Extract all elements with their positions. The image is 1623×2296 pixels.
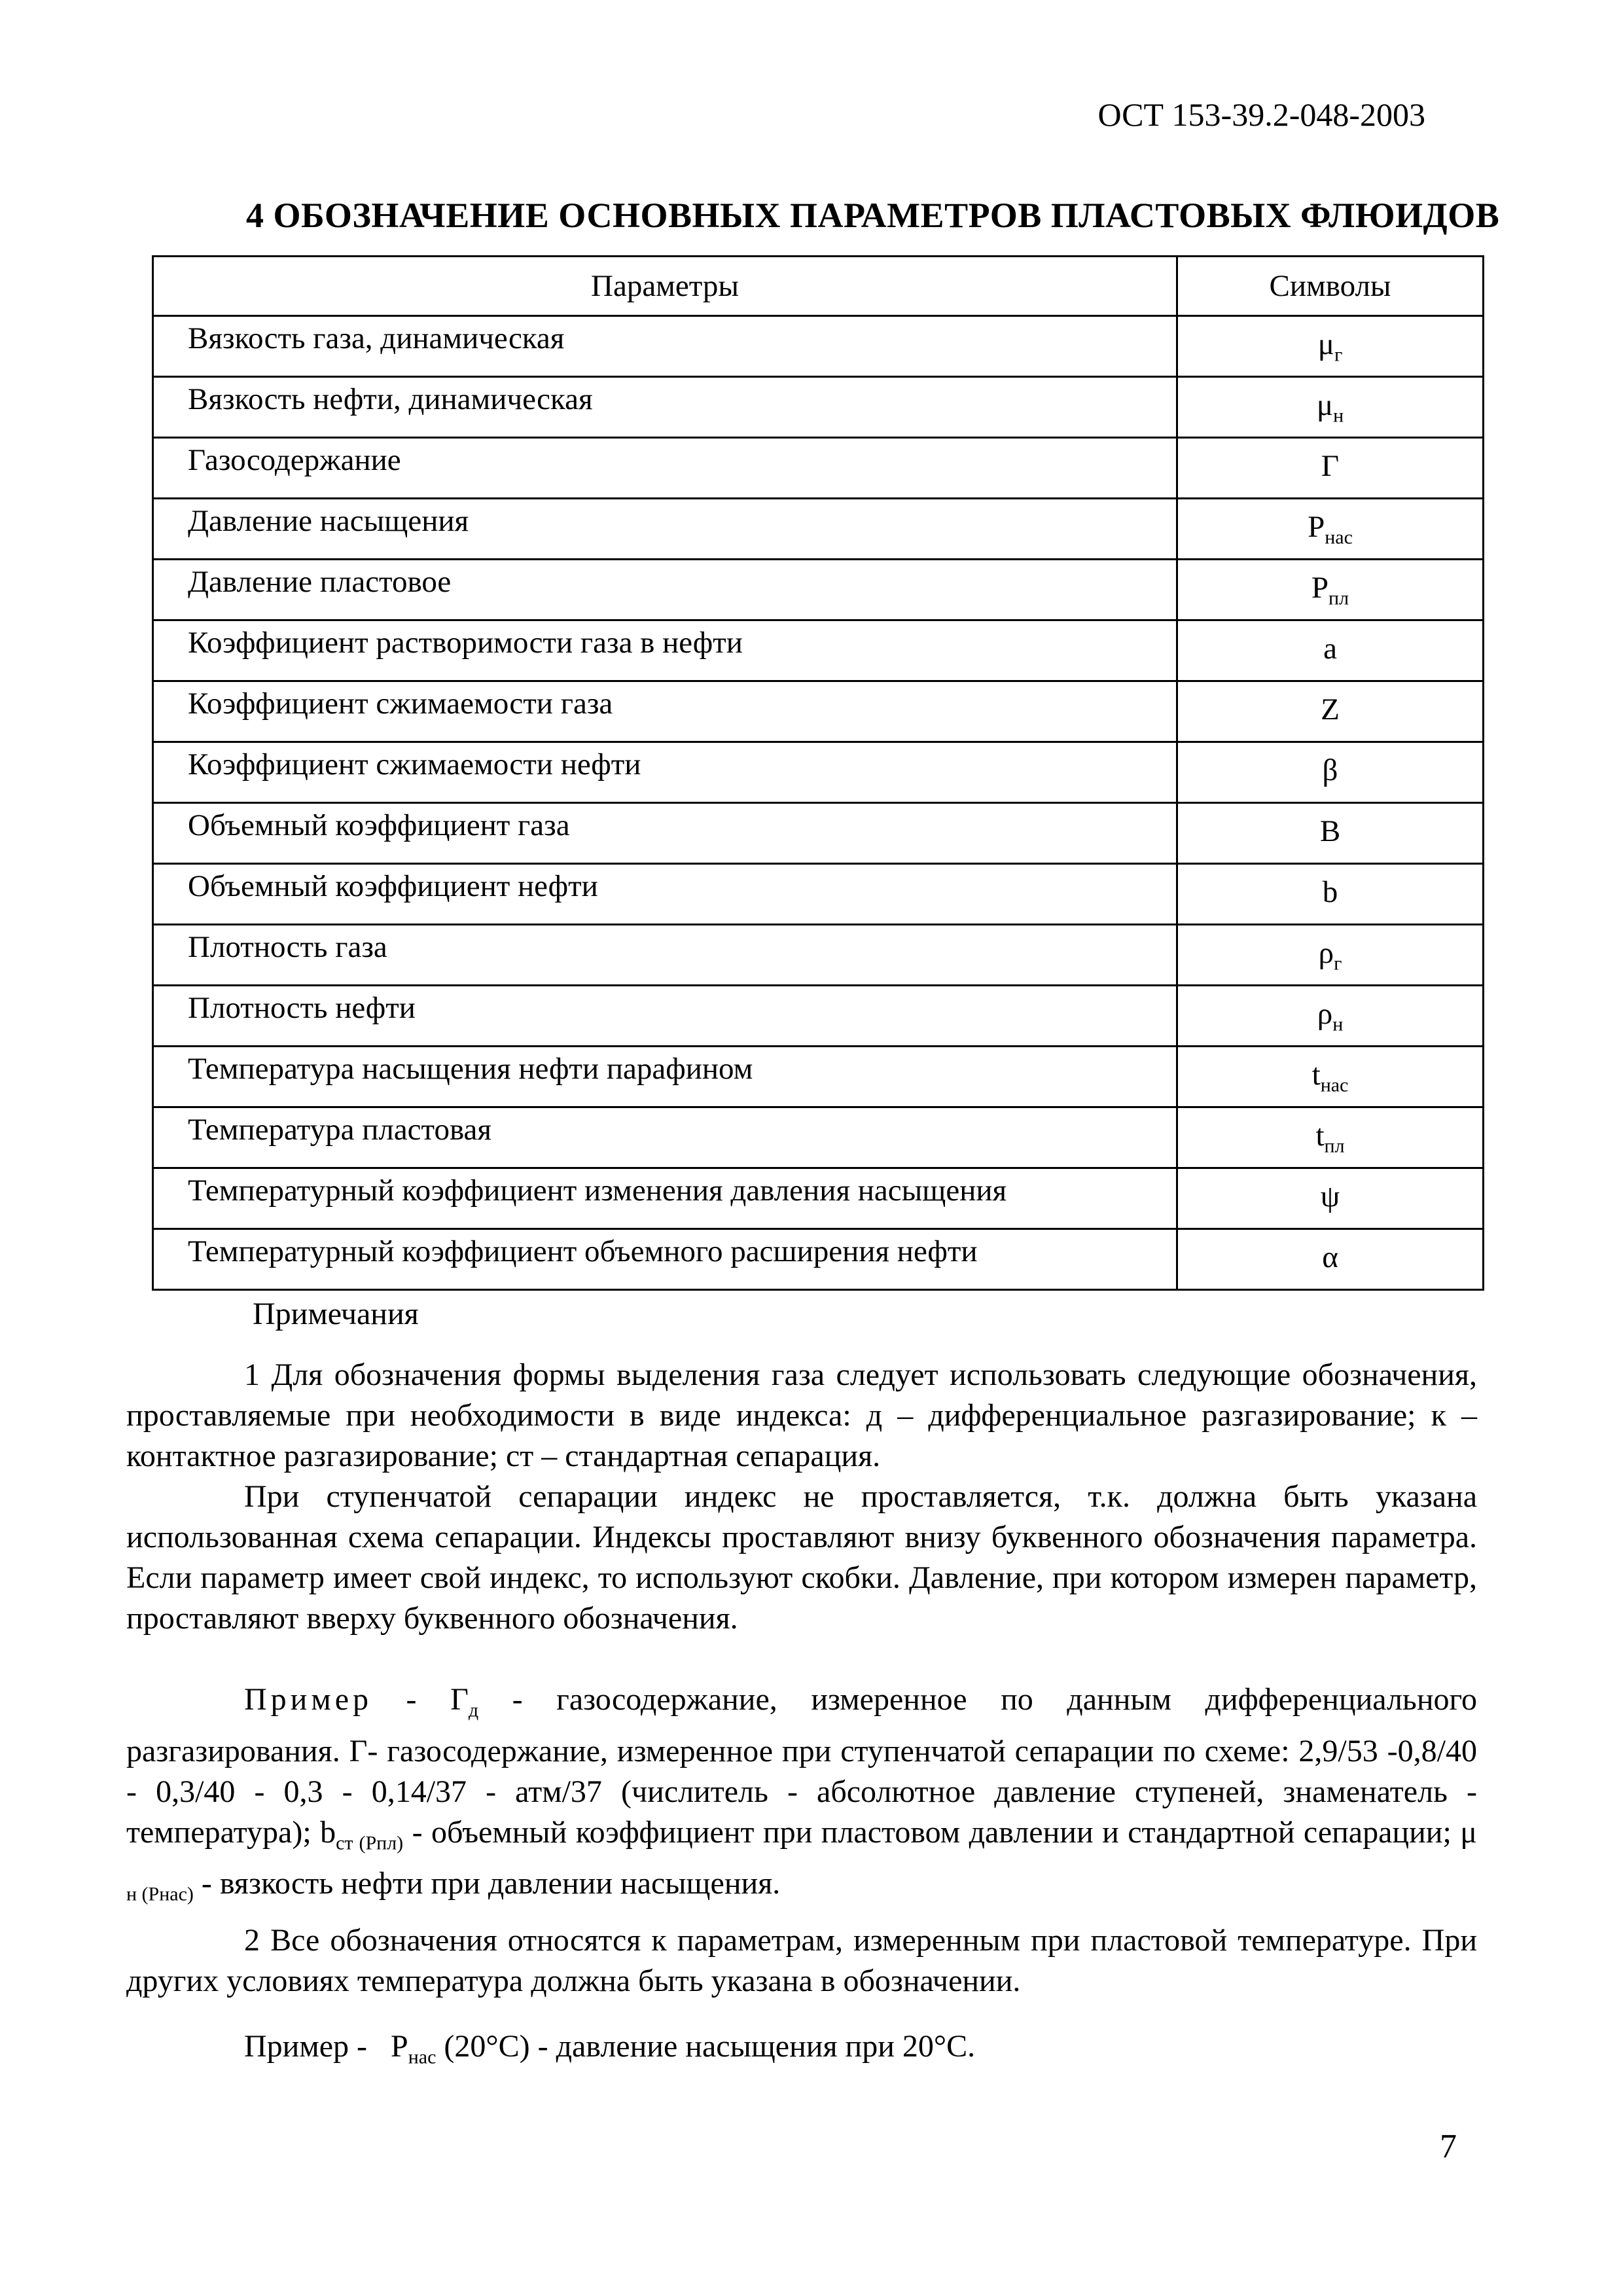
table-row	[153, 1107, 1484, 1168]
table-row	[153, 499, 1484, 560]
example-label: Пример -	[244, 2029, 368, 2064]
parameter-name: Плотность нефти	[153, 986, 1177, 1047]
table-row	[153, 986, 1484, 1047]
parameter-symbol: $\rho_г$	[1177, 925, 1484, 986]
table-row	[153, 864, 1484, 925]
section-title: 4 ОБОЗНАЧЕНИЕ ОСНОВНЫХ ПАРАМЕТРОВ ПЛАСТОВЫХ ФЛЮИДОВ	[246, 196, 1500, 235]
note-1: 1 Для обозначения формы выделения газа следует использовать следующие обозначения, проставляемые при необходимости в виде индекса: д – дифференциальное разгазирование; к – контактное разгазирование; ст – стандартная сепарация.	[126, 1357, 1477, 1473]
parameter-symbol: $t_{нас}$	[1177, 1047, 1484, 1107]
parameter-symbol: $\rho_н$	[1177, 986, 1484, 1047]
table-row	[153, 1047, 1484, 1107]
note-2: 2 Все обозначения относятся к параметрам, измеренным при пластовой температуре. При других условиях температура должна быть указана в обозначении.	[126, 1923, 1477, 1998]
parameter-symbol: Г	[1177, 438, 1484, 499]
parameter-symbol: a	[1177, 620, 1484, 681]
table-row	[153, 377, 1484, 438]
example-label: Пример	[244, 1682, 373, 1717]
example-2: Пример - $Р_{нас}$ (20°С) - давление насыщения при 20°С.	[244, 2029, 976, 2068]
parameter-name: Температурный коэффициент объемного расширения нефти	[153, 1229, 1177, 1290]
table-row	[153, 925, 1484, 986]
parameter-symbol: $t_{пл}$	[1177, 1107, 1484, 1168]
parameter-symbol: B	[1177, 803, 1484, 864]
parameter-symbol: $Р_{нас}$	[1177, 499, 1484, 560]
parameter-name: Вязкость газа, динамическая	[153, 316, 1177, 377]
parameter-symbol: $\mu_г$	[1177, 316, 1484, 377]
parameter-name: Температура пластовая	[153, 1107, 1177, 1168]
parameter-symbol: α	[1177, 1229, 1484, 1290]
notes-heading: Примечания	[253, 1297, 419, 1331]
table-row	[153, 1168, 1484, 1229]
parameter-symbol: $\mu_н$	[1177, 377, 1484, 438]
parameter-symbol: β	[1177, 742, 1484, 803]
parameter-name: Коэффициент сжимаемости газа	[153, 681, 1177, 742]
table-row	[153, 803, 1484, 864]
parameter-symbol: ψ	[1177, 1168, 1484, 1229]
table-row	[153, 560, 1484, 620]
parameter-name: Газосодержание	[153, 438, 1177, 499]
parameters-table	[152, 255, 1484, 1291]
table-row	[153, 620, 1484, 681]
example-1: Пример - $Г_д$ - газосодержание, измеренное по данным дифференциального разгазирования. Г- газосодержание, измеренное при ступенчатой сепарации по схеме: 2,9/53 -0,8/40 - 0,3/40 - 0,3 - 0,14/37 - атм/37 (числитель - абсолютное давление ступеней, знаменатель - температура); $b_{ст (Рпл)}$ - объемный коэффициент при пластовом давлении и стандартной сепарации; μ $_{н (Рнас)}$ - вязкость нефти при давлении насыщения.	[126, 1682, 1478, 1905]
table-row	[153, 438, 1484, 499]
column-header-parameters: Параметры	[153, 257, 1177, 316]
parameter-name: Коэффициент растворимости газа в нефти	[153, 620, 1177, 681]
parameter-name: Объемный коэффициент нефти	[153, 864, 1177, 925]
parameter-symbol: b	[1177, 864, 1484, 925]
parameter-symbol: Z	[1177, 681, 1484, 742]
parameter-symbol: $Р_{пл}$	[1177, 560, 1484, 620]
parameter-name: Коэффициент сжимаемости нефти	[153, 742, 1177, 803]
parameter-name: Температурный коэффициент изменения давления насыщения	[153, 1168, 1177, 1229]
table-row	[153, 681, 1484, 742]
page-number: 7	[1440, 2128, 1457, 2165]
table-row	[153, 316, 1484, 377]
note-1-paragraph-2: При ступенчатой сепарации индекс не проставляется, т.к. должна быть указана использованная схема сепарации. Индексы проставляют внизу буквенного обозначения параметра. Если параметр имеет свой индекс, то используют скобки. Давление, при котором измерен параметр, проставляют вверху буквенного обозначения.	[126, 1479, 1477, 1636]
parameter-name: Температура насыщения нефти парафином	[153, 1047, 1177, 1107]
table-row	[153, 742, 1484, 803]
document-code: ОСТ 153-39.2-048-2003	[1097, 96, 1425, 133]
table-header-row	[153, 257, 1484, 316]
parameter-name: Давление пластовое	[153, 560, 1177, 620]
table-row	[153, 1229, 1484, 1290]
parameter-name: Давление насыщения	[153, 499, 1177, 560]
parameter-name: Вязкость нефти, динамическая	[153, 377, 1177, 438]
column-header-symbols: Символы	[1177, 257, 1484, 316]
parameter-name: Объемный коэффициент газа	[153, 803, 1177, 864]
parameter-name: Плотность газа	[153, 925, 1177, 986]
